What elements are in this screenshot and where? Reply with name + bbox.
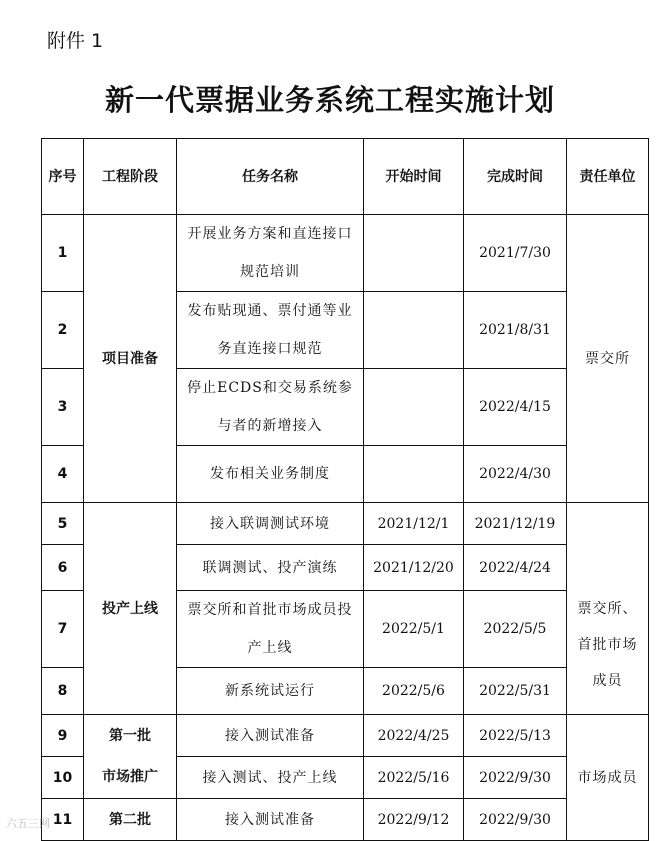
header-seq: 序号 bbox=[42, 139, 84, 215]
row-task: 接入测试、投产上线 bbox=[177, 757, 364, 799]
row-seq: 3 bbox=[42, 369, 84, 446]
phase-batch2: 第二批 bbox=[84, 799, 177, 841]
table-row bbox=[42, 215, 649, 292]
row-end: 2021/7/30 bbox=[464, 215, 567, 292]
row-end: 2022/9/30 bbox=[464, 757, 567, 799]
row-task: 开展业务方案和直连接口规范培训 bbox=[177, 215, 364, 292]
row-start: 2022/4/25 bbox=[364, 715, 464, 757]
row-end: 2022/4/30 bbox=[464, 446, 567, 503]
page-title: 新一代票据业务系统工程实施计划 bbox=[104, 83, 555, 117]
header-end: 完成时间 bbox=[464, 139, 567, 215]
header-phase: 工程阶段 bbox=[84, 139, 177, 215]
unit-members: 市场成员 bbox=[567, 715, 649, 841]
row-seq: 5 bbox=[42, 503, 84, 545]
watermark: 六五三网 bbox=[6, 817, 50, 830]
row-end: 2022/4/24 bbox=[464, 545, 567, 591]
attachment-label: 附件 1 bbox=[47, 30, 104, 52]
phase-prep: 项目准备 bbox=[84, 215, 177, 503]
table-header-row bbox=[42, 139, 649, 215]
row-start bbox=[364, 292, 464, 369]
row-end: 2022/5/5 bbox=[464, 591, 567, 668]
row-end: 2022/9/30 bbox=[464, 799, 567, 841]
row-seq: 11 bbox=[42, 799, 84, 841]
row-start: 2022/5/1 bbox=[364, 591, 464, 668]
plan-table bbox=[41, 138, 649, 841]
row-start: 2022/9/12 bbox=[364, 799, 464, 841]
row-start bbox=[364, 446, 464, 503]
unit-exchange-first: 票交所、首批市场成员 bbox=[567, 591, 649, 715]
row-task: 联调测试、投产演练 bbox=[177, 545, 364, 591]
row-end: 2021/8/31 bbox=[464, 292, 567, 369]
row-end: 2021/12/19 bbox=[464, 503, 567, 545]
row-task: 接入测试准备 bbox=[177, 799, 364, 841]
phase-launch: 投产上线 bbox=[84, 503, 177, 715]
row-start: 2022/5/16 bbox=[364, 757, 464, 799]
row-seq: 10 bbox=[42, 757, 84, 799]
header-unit: 责任单位 bbox=[567, 139, 649, 215]
row-seq: 4 bbox=[42, 446, 84, 503]
table-row bbox=[42, 503, 649, 545]
row-start bbox=[364, 215, 464, 292]
row-end: 2022/4/15 bbox=[464, 369, 567, 446]
row-end: 2022/5/13 bbox=[464, 715, 567, 757]
row-task: 票交所和首批市场成员投产上线 bbox=[177, 591, 364, 668]
row-seq: 9 bbox=[42, 715, 84, 757]
row-task: 停止ECDS和交易系统参与者的新增接入 bbox=[177, 369, 364, 446]
row-task: 发布相关业务制度 bbox=[177, 446, 364, 503]
row-seq: 6 bbox=[42, 545, 84, 591]
table-row bbox=[42, 799, 649, 841]
row-task: 发布贴现通、票付通等业务直连接口规范 bbox=[177, 292, 364, 369]
row-task: 接入测试准备 bbox=[177, 715, 364, 757]
row-seq: 2 bbox=[42, 292, 84, 369]
header-start: 开始时间 bbox=[364, 139, 464, 215]
row-start: 2021/12/1 bbox=[364, 503, 464, 545]
table-row bbox=[42, 715, 649, 757]
row-seq: 8 bbox=[42, 668, 84, 715]
row-end: 2022/5/31 bbox=[464, 668, 567, 715]
table-row bbox=[42, 757, 649, 799]
row-start: 2022/5/6 bbox=[364, 668, 464, 715]
phase-batch1-line2: 市场推广 bbox=[84, 757, 177, 799]
phase-batch1-line1: 第一批 bbox=[84, 715, 177, 757]
row-seq: 1 bbox=[42, 215, 84, 292]
row-task: 新系统试运行 bbox=[177, 668, 364, 715]
row-task: 接入联调测试环境 bbox=[177, 503, 364, 545]
row-start bbox=[364, 369, 464, 446]
row-start: 2021/12/20 bbox=[364, 545, 464, 591]
unit-exchange: 票交所 bbox=[567, 215, 649, 503]
unit-blank-top bbox=[567, 503, 649, 591]
header-task: 任务名称 bbox=[177, 139, 364, 215]
row-seq: 7 bbox=[42, 591, 84, 668]
